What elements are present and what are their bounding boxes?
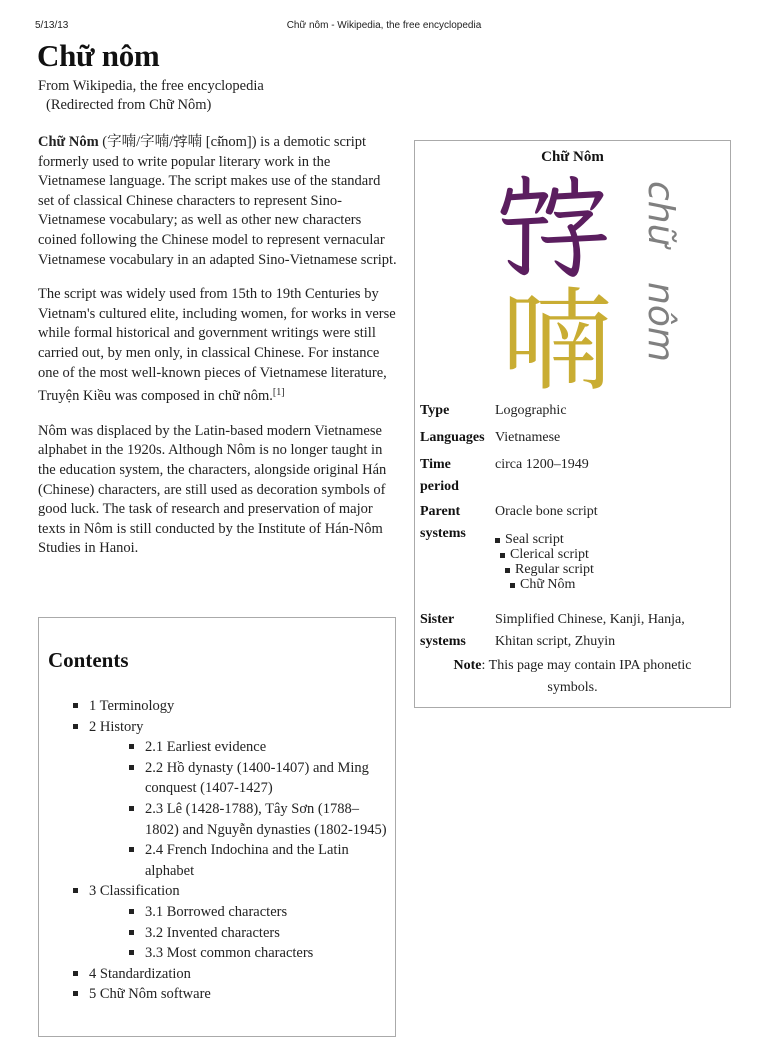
toc-sublist <box>89 737 388 881</box>
sister-label: Sister systems <box>420 612 466 649</box>
toc-subitem[interactable]: 3.1 Borrowed characters <box>129 902 388 923</box>
vertical-word-nom: nôm <box>640 282 681 363</box>
toc-item[interactable]: 4 Standardization <box>73 964 388 985</box>
toc-sublist <box>89 902 388 964</box>
citation-link[interactable]: [1] <box>272 387 285 399</box>
print-header <box>35 20 733 34</box>
infobox <box>414 140 731 708</box>
toc-item[interactable]: 5 Chữ Nôm software <box>73 984 388 1005</box>
intro-paragraph-3: Nôm was displaced by the Latin-based modern Vietnamese alphabet in the 1920s. Although Nôm is no longer taught in the education system, the characters, alongside original Hán (Chinese) characters, are still used as decoration symbols of good luck. The task of research and preservation of major texts in Nôm is still conducted by the Institute of Hán-Nôm Studies in Hanoi. <box>38 422 387 557</box>
intro-paragraph-1 <box>38 133 400 270</box>
table-of-contents <box>38 617 396 1037</box>
toc-item[interactable]: 2 History 2.1 Earliest evidence 2.2 Hồ dynasty (1400-1407) and Ming conquest (1407-1427) 2.3 Lê (1428-1788), Tây Sơn (1788–1802) and Nguyễn dynasties (1802-1945) 2.4 French Indochina and the Latin alphabet <box>73 717 388 882</box>
parent-chain-list <box>495 532 695 592</box>
parent-chain <box>495 532 695 592</box>
parent-chain-item[interactable]: Regular script <box>505 562 695 577</box>
parent-chain-item[interactable]: Clerical script <box>500 547 695 562</box>
vertical-word-chu: chữ <box>640 181 681 247</box>
parent-chain-item[interactable]: Seal script <box>495 532 695 547</box>
vertical-script-label <box>640 181 680 391</box>
languages-value[interactable]: Vietnamese <box>495 430 561 445</box>
intro-paragraph-2 <box>38 285 400 407</box>
type-value: Logographic <box>495 403 567 418</box>
intro-paragraph-1-text: (字喃/字喃/𡨸喃 [cɨ̌nom]) is a demotic script formerly used to write popular literary work in the Vietnamese language. The script makes use of the standard set of classical Chinese characters to represent Sino-Vietnamese vocabulary; as well as other new characters coined following the Chinese model to represent vernacular Vietnamese vocabulary in an adapted Sino-Vietnamese script. <box>38 134 397 268</box>
parent-chain-item: Chữ Nôm <box>510 577 695 592</box>
toc-item[interactable]: 1 Terminology <box>73 696 388 717</box>
toc-subitem[interactable]: 2.1 Earliest evidence <box>129 737 388 758</box>
page-title: Chữ nôm <box>37 38 160 73</box>
time-value: circa 1200–1949 <box>495 457 589 472</box>
intro-term: Chữ Nôm <box>38 134 99 150</box>
sister-value[interactable]: Simplified Chinese, Kanji, Hanja, Khitan script, Zhuyin <box>495 612 685 649</box>
toc-subitem[interactable]: 2.3 Lê (1428-1788), Tây Sơn (1788–1802) and Nguyễn dynasties (1802-1945) <box>129 799 388 840</box>
type-label: Type <box>420 403 450 418</box>
toc-subitem[interactable]: 2.4 French Indochina and the Latin alphabet <box>129 840 388 881</box>
article-body <box>38 133 400 574</box>
toc-list <box>73 696 388 1005</box>
intro-paragraph-2-text: The script was widely used from 15th to 19th Centuries by Vietnam's cultured elite, including women, for works in verse while formal historical and government writings were still carried out, by men only, in classical Chinese. For instance one of the most well-known pieces of Vietnamese literature, Truyện Kiều was composed in chữ nôm. <box>38 286 396 405</box>
glyph-nom: 喃 <box>501 277 613 407</box>
redirect-notice: (Redirected from Chữ Nôm) <box>46 97 212 113</box>
print-date: 5/13/13 <box>35 20 69 31</box>
print-page-title: Chữ nôm - Wikipedia, the free encyclopedia <box>286 20 482 31</box>
note-label: Note <box>453 658 482 673</box>
infobox-caption: Chữ Nôm <box>541 149 604 165</box>
toc-heading: Contents <box>48 648 129 672</box>
parent-label: Parent systems <box>420 504 466 541</box>
toc-subitem[interactable]: 3.2 Invented characters <box>129 923 388 944</box>
site-tagline: From Wikipedia, the free encyclopedia <box>38 78 264 94</box>
toc-item[interactable]: 3 Classification 3.1 Borrowed characters 3.2 Invented characters 3.3 Most common characters <box>73 881 388 963</box>
toc-subitem[interactable]: 3.3 Most common characters <box>129 943 388 964</box>
toc-subitem[interactable]: 2.2 Hồ dynasty (1400-1407) and Ming conquest (1407-1427) <box>129 758 388 799</box>
glyph-chu: 𡨸 <box>497 162 609 292</box>
parent-value[interactable]: Oracle bone script <box>495 504 598 519</box>
languages-label: Languages <box>420 430 485 445</box>
ipa-note <box>435 655 710 699</box>
note-text: : This page may contain IPA phonetic symbols. <box>481 658 692 695</box>
time-label: Time period <box>420 457 459 494</box>
